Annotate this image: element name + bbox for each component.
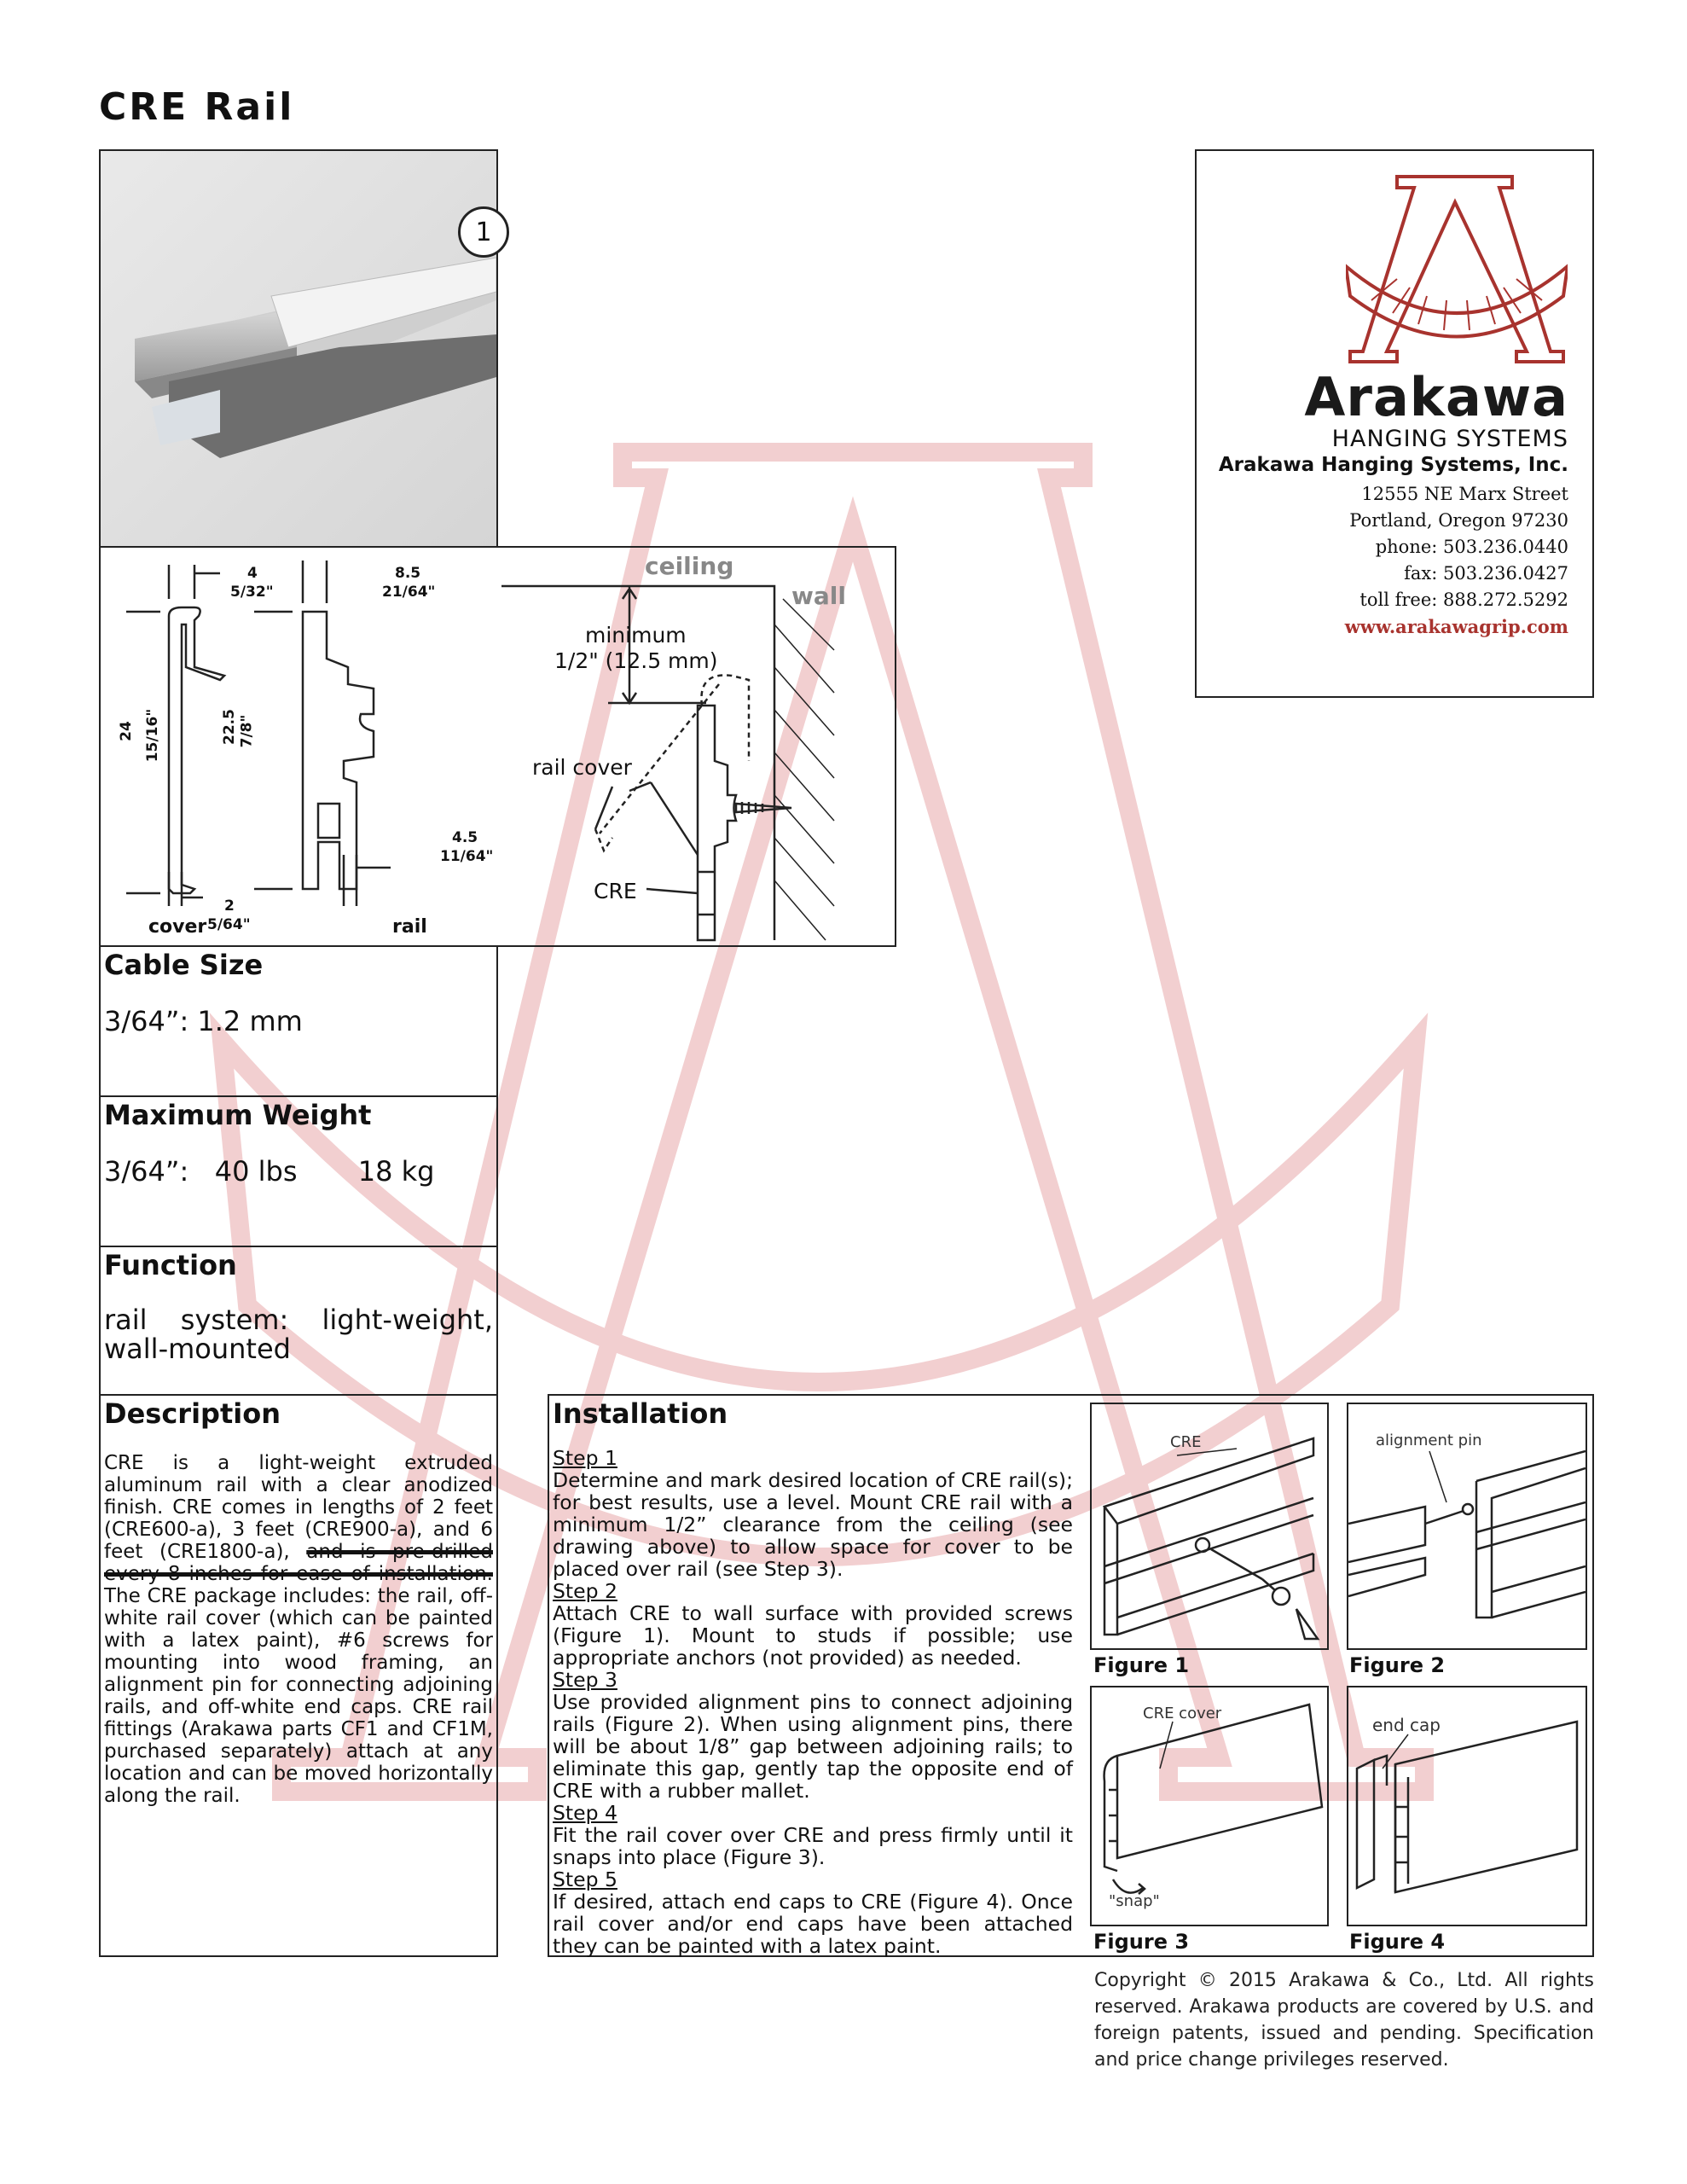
arakawa-logo-icon [1346, 172, 1568, 364]
figure-4-box [1347, 1686, 1587, 1926]
step-4-heading: Step 4 [553, 1801, 617, 1825]
cable-size-value: 3/64”: 1.2 mm [104, 1005, 303, 1037]
photo-badge: 1 [458, 206, 509, 258]
cable-size-title: Cable Size [104, 949, 264, 981]
fax: fax: 503.236.0427 [1404, 563, 1568, 584]
company-box [1195, 149, 1594, 698]
address-street: 12555 NE Marx Street [1361, 484, 1568, 504]
figure-1-callout: CRE [1170, 1433, 1202, 1451]
cover-bottom-mm: 2 [224, 897, 235, 915]
rail-height-in: 7/8" [238, 714, 256, 748]
phone: phone: 503.236.0440 [1375, 537, 1568, 557]
company-name: Arakawa Hanging Systems, Inc. [1218, 454, 1568, 476]
rail-top-mm: 8.5 [395, 565, 421, 582]
figure-2-box [1347, 1403, 1587, 1650]
cover-height-in: 15/16" [144, 708, 162, 763]
figure-2-callout: alignment pin [1376, 1432, 1482, 1449]
brand-name: Arakawa [1304, 366, 1568, 428]
function-value: rail system: light-weight, wall-mounted [104, 1304, 493, 1365]
rail-bottom-mm: 4.5 [452, 829, 478, 846]
rail-height-mm: 22.5 [220, 709, 238, 745]
address-city: Portland, Oregon 97230 [1349, 510, 1568, 531]
figure-2-label: Figure 2 [1349, 1653, 1446, 1677]
rail-bottom-in: 11/64" [440, 848, 494, 865]
rail-cover-label: rail cover [532, 755, 632, 780]
installation-title: Installation [553, 1397, 728, 1430]
installation-box [548, 1394, 1594, 1957]
function-box [99, 1246, 498, 1396]
profile-diagram-box [99, 546, 896, 947]
cover-top-mm: 4 [247, 565, 258, 582]
figure-4-callout: end cap [1372, 1715, 1441, 1735]
rail-top-in: 21/64" [382, 584, 436, 601]
description-text [104, 1452, 493, 1807]
function-title: Function [104, 1249, 237, 1281]
page-title: CRE Rail [99, 85, 295, 129]
description-title: Description [104, 1397, 281, 1430]
max-weight-value: 3/64”: 40 lbs 18 kg [104, 1155, 435, 1188]
step-5-text: If desired, attach end caps to CRE (Figure 4). Once rail cover and/or end caps have been attached they can be painted with a latex paint. [553, 1890, 1073, 1958]
wall-label: wall [791, 582, 846, 610]
figure-3-drawing-icon [1092, 1687, 1327, 1925]
figure-1-label: Figure 1 [1093, 1653, 1190, 1677]
rail-photo-icon [101, 151, 496, 546]
copyright-text: Copyright © 2015 Arakawa & Co., Ltd. All rights reserved. Arakawa products are covered by U.S. and foreign patents, issued and pending. Specification and price change privileges reserved. [1094, 1970, 1594, 2071]
profile-diagram-icon [101, 548, 895, 945]
minimum-label: minimum [585, 623, 687, 648]
cover-bottom-in: 5/64" [207, 916, 251, 933]
figure-1-drawing-icon [1092, 1404, 1327, 1648]
step-5-heading: Step 5 [553, 1867, 617, 1891]
figure-3-box [1090, 1686, 1329, 1926]
step-2-heading: Step 2 [553, 1579, 617, 1603]
minimum-value: 1/2" (12.5 mm) [554, 648, 718, 673]
step-1-text: Determine and mark desired location of CRE rail(s); for best results, use a level. Mount CRE rail with a minimum 1/2” clearance from the ceiling (see drawing above) to allow space for cover to be placed over rail (see Step 3). [553, 1468, 1073, 1581]
step-2-text: Attach CRE to wall surface with provided screws (Figure 1). Mount to studs if possible; use appropriate anchors (not provided) as needed. [553, 1601, 1073, 1670]
company-address [1345, 481, 1568, 640]
cre-label: CRE [594, 879, 637, 903]
figure-3-snap: "snap" [1109, 1892, 1160, 1910]
cover-label: cover [148, 916, 207, 938]
description-part1: CRE is a light-weight extruded aluminum rail with a clear anodized finish. CRE comes in lengths of 2 feet (CRE600-a), 3 feet (CRE900-a), and 6 feet (CRE1800-a), [104, 1452, 493, 1563]
description-box [99, 1394, 498, 1957]
step-3-text: Use provided alignment pins to connect adjoining rails (Figure 2). When using alignment pins, there will be about 1/8” gap between adjoining rails; to eliminate this gap, gently tap the opposite end of CRE with a rubber mallet. [553, 1690, 1073, 1803]
product-photo-box [99, 149, 498, 548]
toll-free: toll free: 888.272.5292 [1359, 590, 1568, 610]
figure-4-label: Figure 4 [1349, 1930, 1446, 1954]
step-4-text: Fit the rail cover over CRE and press firmly until it snaps into place (Figure 3). [553, 1823, 1073, 1869]
figure-1-box [1090, 1403, 1329, 1650]
max-weight-title: Maximum Weight [104, 1099, 372, 1131]
description-struck: and is pre-drilled every 8 inches for ease of installation. [104, 1541, 493, 1585]
installation-steps [553, 1447, 1073, 1957]
step-3-heading: Step 3 [553, 1668, 617, 1692]
figure-3-callout: CRE cover [1143, 1705, 1222, 1722]
step-1-heading: Step 1 [553, 1446, 617, 1470]
description-part2: The CRE package includes: the rail, off-white rail cover (which can be painted with a latex paint), #6 screws for mounting into wood framing, an alignment pin for connecting adjoining rails, and off-white end caps. CRE rail fittings (Arakawa parts CF1 and CF1M, purchased separately) attach at any location and can be moved horizontally along the rail. [104, 1585, 493, 1807]
cover-top-in: 5/32" [230, 584, 274, 601]
max-weight-box [99, 1095, 498, 1247]
ceiling-label: ceiling [645, 552, 734, 580]
figure-3-label: Figure 3 [1093, 1930, 1190, 1954]
brand-sub: HANGING SYSTEMS [1331, 426, 1568, 452]
cover-height-mm: 24 [117, 721, 135, 741]
website-link[interactable]: www.arakawagrip.com [1344, 616, 1568, 637]
cable-size-box [99, 945, 498, 1097]
rail-label: rail [392, 916, 427, 938]
